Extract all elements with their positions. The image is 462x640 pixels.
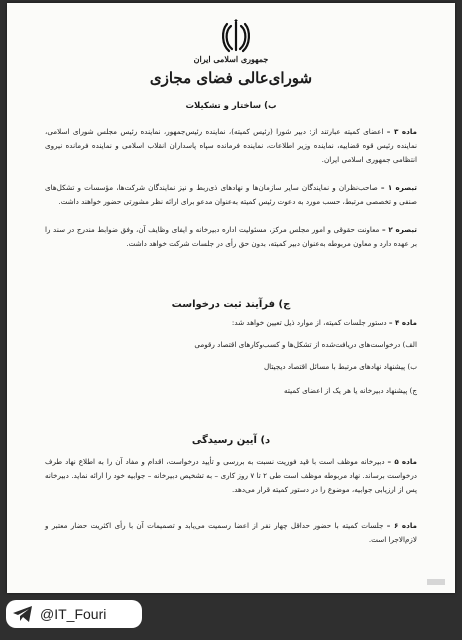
iran-emblem-icon <box>221 19 251 53</box>
channel-handle: @IT_Fouri <box>40 606 107 622</box>
article-3-text: اعضای کمیته عبارتند از: دبیر شورا (رئیس کمیته)، نماینده رئیس‌جمهور، نماینده رئیس مجلس شورای اسلامی، نماینده رئیس قوه قضاییه، نماینده وزیر اطلاعات، نماینده فرمانده سپاه پاسداران انقلاب اسلامی و نماینده فرمانده نیروی انتظامی جمهوری اسلامی ایران. <box>45 127 417 164</box>
section-d-title: د) آیین رسیدگی <box>191 435 271 446</box>
note-1 <box>45 181 417 209</box>
section-c-title: ج) فرآیند ثبت درخواست <box>171 299 291 310</box>
list-item-c: ج) پیشنهاد دبیرخانه یا هر یک از اعضای کمیته <box>284 386 417 395</box>
note-2-text: معاونت حقوقی و امور مجلس مرکز، مسئولیت اداره دبیرخانه و ایفای وظایف آن، وفق ضوابط مندرج در سند را بر عهده دارد و معاون مربوطه به‌عنوان دبیر کمیته، بدون حق رأی در جلسات شرکت خواهد داشت. <box>45 225 417 248</box>
document-page <box>7 3 455 593</box>
note-2 <box>45 223 417 251</box>
scanner-stamp <box>427 579 445 585</box>
article-6-text: جلسات کمیته با حضور حداقل چهار نفر از اعضا رسمیت می‌یابد و تصمیمات آن با رأی اکثریت حضار معتبر و لازم‌الاجرا است. <box>45 521 417 544</box>
note-1-lead: تبصره ۱ – <box>380 183 417 192</box>
republic-header: جمهوری اسلامی ایران <box>193 54 269 64</box>
article-3 <box>45 125 417 167</box>
article-6-lead: ماده ۶ – <box>386 521 417 530</box>
article-5 <box>45 455 417 497</box>
section-b-title: ب) ساختار و تشکیلات <box>185 101 277 111</box>
telegram-icon <box>12 605 34 623</box>
article-5-lead: ماده ۵ – <box>387 457 417 466</box>
article-3-lead: ماده ۳ – <box>386 127 417 136</box>
article-4-text: دستور جلسات کمیته، از موارد ذیل تعیین خواهد شد: <box>231 318 389 327</box>
list-item-b: ب) پیشنهاد نهادهای مرتبط با مسائل اقتصاد دیجیتال <box>263 362 417 371</box>
article-6 <box>45 519 417 547</box>
channel-watermark <box>6 600 142 628</box>
article-5-text: دبیرخانه موظف است با قید فوریت نسبت به بررسی و تأیید درخواست، اقدام و مفاد آن را به اطلاع نهاد طرف درخواست برساند. نهاد مربوطه موظف است طی ۲ تا ۷ روز کاری – به تشخیص دبیرخانه – جوابیه خود را ارائه نماید. دبیرخانه پس از ارزیابی جوابیه، موضوع را در دستور کمیته قرار می‌دهد. <box>45 457 417 494</box>
list-item-a: الف) درخواست‌های دریافت‌شده از تشکل‌ها و کسب‌وکارهای اقتصاد رقومی <box>194 340 417 349</box>
article-4-lead: ماده ۴ – <box>388 318 417 327</box>
council-title: شورای‌عالی فضای مجازی <box>149 69 313 87</box>
note-1-text: صاحب‌نظران و نمایندگان سایر سازمان‌ها و نهادهای ذی‌ربط و نیز نمایندگان شرکت‌ها، مؤسسات و تشکل‌های صنفی و تخصصی مرتبط، حسب مورد به دعوت رئیس کمیته به‌عنوان مدعو برای ارائه نظر مشورتی حضور خواهند داشت. <box>45 183 417 206</box>
article-4 <box>45 317 417 329</box>
note-2-lead: تبصره ۲ – <box>381 225 417 234</box>
